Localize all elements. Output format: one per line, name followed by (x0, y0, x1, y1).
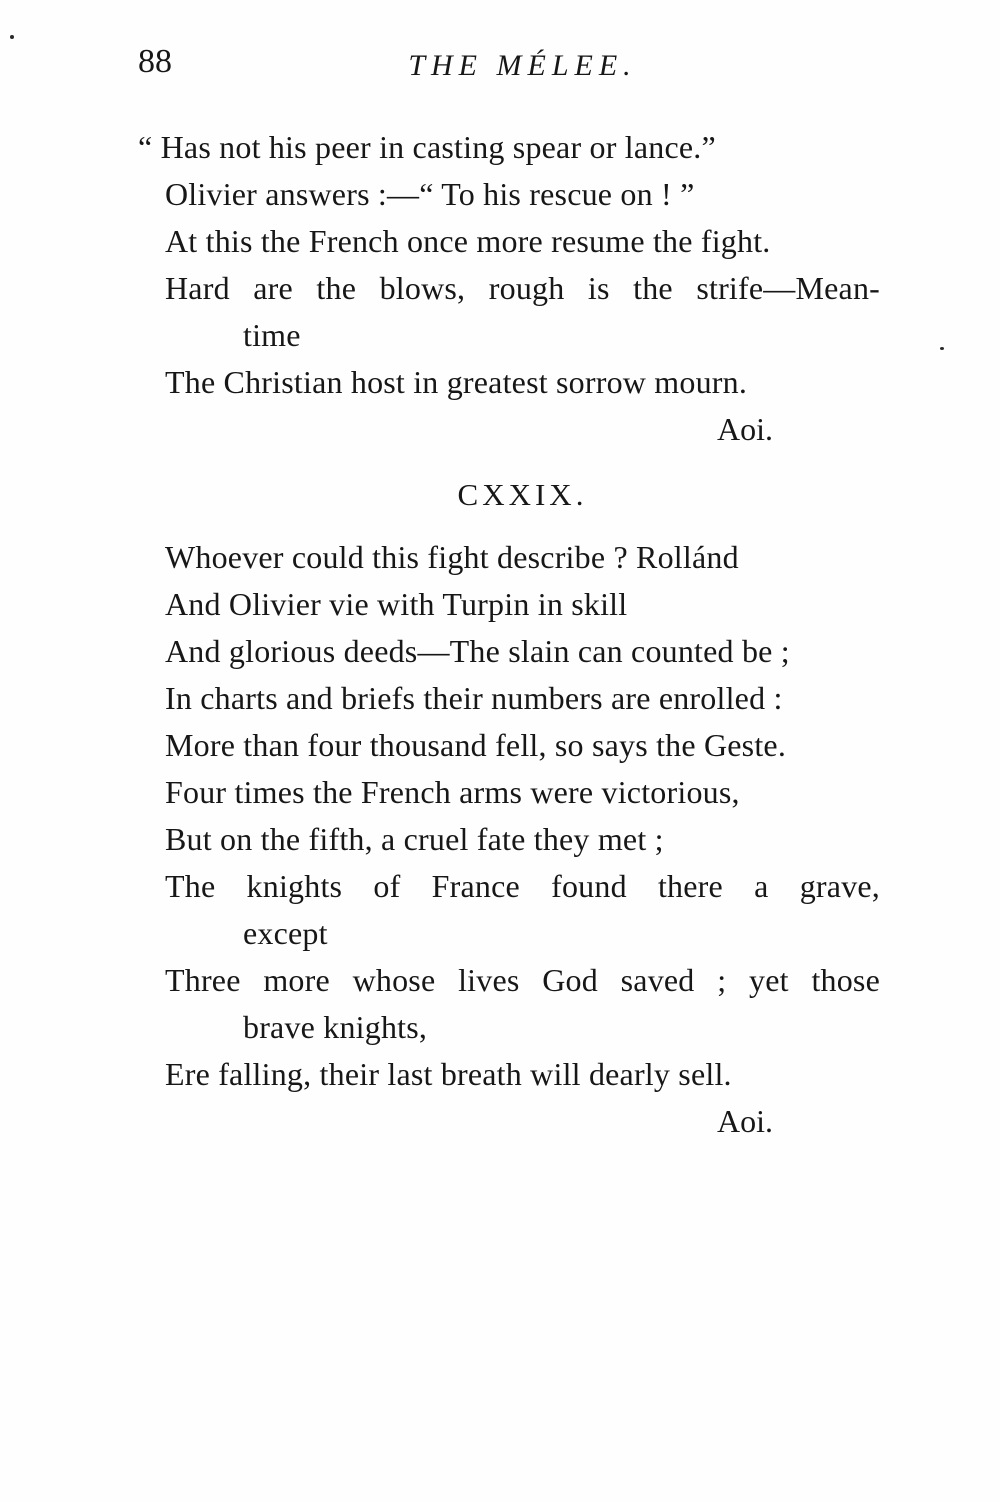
poem-line-runover: except (243, 915, 328, 951)
poem-line: Three more whose lives God saved ; yet those (165, 962, 880, 998)
poem-line: Whoever could this fight describe ? Rollánd (165, 539, 739, 575)
poem-line: Hard are the blows, rough is the strife—Mean- (165, 270, 880, 306)
poem-line: “ Has not his peer in casting spear or lance.” (138, 129, 716, 165)
poem-line: The Christian host in greatest sorrow mourn. (165, 364, 748, 400)
scan-speck (10, 35, 14, 39)
page-number: 88 (138, 43, 172, 80)
poem-line: Ere falling, their last breath will dearly sell. (165, 1056, 732, 1092)
poem-line: More than four thousand fell, so says the Geste. (165, 727, 787, 763)
poem-body (138, 124, 880, 1145)
poem-line: And Olivier vie with Turpin in skill (165, 586, 628, 622)
poem-line-runover: time (243, 317, 301, 353)
laisse-heading: CXXIX. (457, 477, 588, 512)
poem-line-runover: brave knights, (243, 1009, 428, 1045)
poem-line: The knights of France found there a grave, (165, 868, 880, 904)
aoi-refrain: Aoi. (717, 411, 773, 447)
poem-line: In charts and briefs their numbers are enrolled : (165, 680, 783, 716)
scan-speck (940, 347, 944, 350)
poem-line: Olivier answers :—“ To his rescue on ! ” (165, 176, 695, 212)
poem-line: But on the fifth, a cruel fate they met ; (165, 821, 664, 857)
poem-line: At this the French once more resume the fight. (165, 223, 771, 259)
poem-line: Four times the French arms were victorious, (165, 774, 740, 810)
aoi-refrain: Aoi. (717, 1103, 773, 1139)
poem-line: And glorious deeds—The slain can counted be ; (165, 633, 790, 669)
running-head-title: THE MÉLEE. (408, 49, 637, 82)
